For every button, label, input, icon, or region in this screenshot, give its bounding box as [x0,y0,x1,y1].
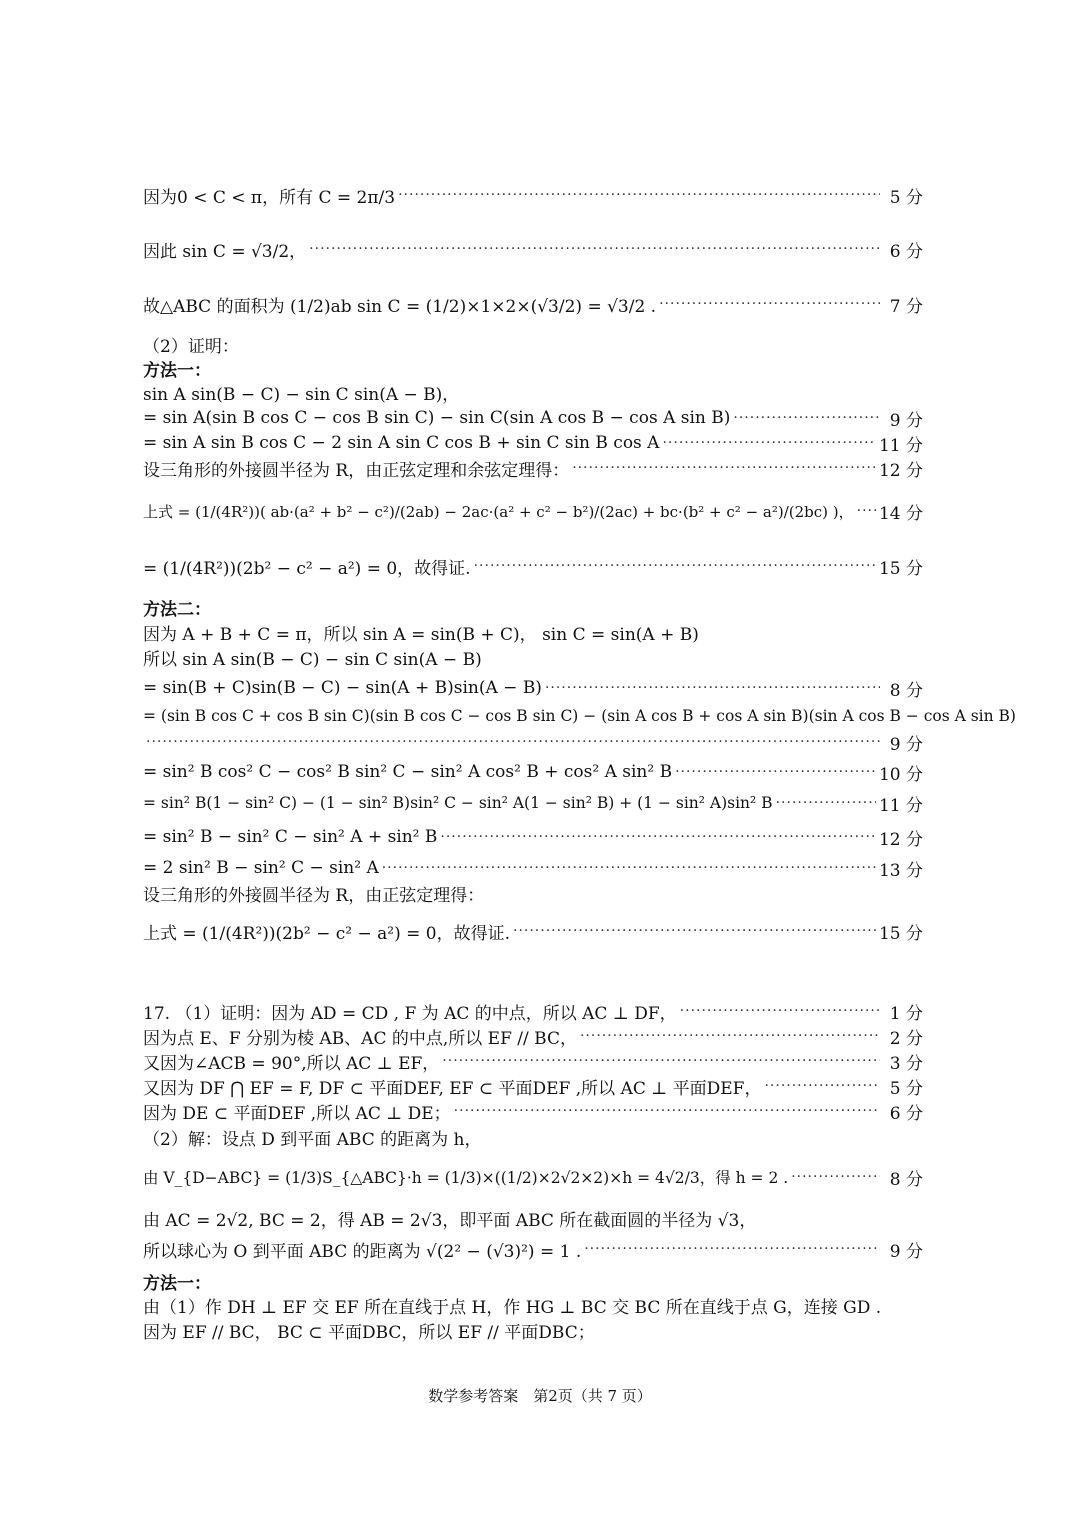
score-label: 12 分 [878,460,923,481]
leader-dots [440,829,876,845]
answer-line [143,170,923,220]
line-text: 所以球心为 O 到平面 ABC 的距离为 √(2² − (√3)²) = 1 . [143,1241,582,1262]
method-heading [143,1268,923,1294]
score-label: 11 分 [878,435,923,456]
answer-line [143,729,923,755]
answer-line [143,1098,923,1124]
line-text: = sin² B(1 − sin² C) − (1 − sin² B)sin² C − sin² A(1 − sin² B) + (1 − sin² A)sin² B [143,794,773,812]
score-label: 6 分 [889,241,923,262]
line-text: 设三角形的外接圆半径为 R，由正弦定理和余弦定理得： [143,460,570,481]
leader-dots [513,923,876,939]
line-text: 设三角形的外接圆半径为 R，由正弦定理得： [143,885,485,906]
answer-line [143,1048,923,1074]
answer-line [143,1073,923,1099]
score-label: 11 分 [878,795,923,816]
score-label: 10 分 [878,764,923,785]
line-text: （2）解：设点 D 到平面 ABC 的距离为 h， [143,1129,482,1150]
method-heading [143,355,923,381]
score-label: 7 分 [889,296,923,317]
answer-line [143,619,923,645]
line-text: = 2 sin² B − sin² C − sin² A [143,858,379,878]
score-label: 15 分 [878,923,923,944]
leader-dots [857,503,876,519]
leader-dots [382,860,876,876]
answer-line [143,790,923,816]
answer-line [143,1152,923,1202]
leader-dots [146,734,880,750]
leader-dots [474,558,876,574]
answer-line [143,1292,943,1318]
answer-line [143,855,923,881]
score-label: 15 分 [878,558,923,579]
line-text: = sin² B − sin² C − sin² A + sin² B [143,827,438,847]
score-label: 3 分 [889,1053,923,1074]
answer-line [143,906,923,956]
leader-dots [791,1169,880,1185]
score-label: 2 分 [889,1028,923,1049]
line-text: 又因为∠ACB = 90°,所以 AC ⊥ EF， [143,1053,440,1074]
line-text: 因此 sin C = √3/2， [143,241,307,262]
line-text: 因为 EF // BC， BC ⊂ 平面DBC，所以 EF // 平面DBC； [143,1322,595,1343]
line-text: 故△ABC 的面积为 (1/2)ab sin C = (1/2)×1×2×(√3/2) = √3/2 . [143,296,657,317]
line-text: 所以 sin A sin(B − C) − sin C sin(A − B) [143,649,482,670]
leader-dots [454,1103,880,1119]
leader-dots [572,460,876,476]
line-text: 上式 = (1/(4R²))( ab·(a² + b² − c²)/(2ab) − 2ac·(a² + c² − b²)/(2ac) + bc·(b² + c² − a²)/(2bc) )， [143,502,854,521]
answer-line [143,224,923,274]
leader-dots [545,680,880,696]
line-text: 由 V_{D−ABC} = (1/3)S_{△ABC}·h = (1/3)×((1/2)×2√2×2)×h = 4√2/3，得 h = 2 . [143,1169,789,1187]
score-label: 9 分 [889,1241,923,1262]
score-label: 9 分 [889,734,923,755]
line-text: = sin A(sin B cos C − cos B sin C) − sin C(sin A cos B − cos A sin B) [143,408,731,428]
line-text: 由（1）作 DH ⊥ EF 交 EF 所在直线于点 H，作 HG ⊥ BC 交 BC 所在直线于点 G，连接 GD . [143,1297,882,1318]
line-text: 因为 A + B + C = π，所以 sin A = sin(B + C)， sin C = sin(A + B) [143,624,699,645]
score-label: 6 分 [889,1103,923,1124]
answer-line [143,1124,923,1150]
leader-dots [309,241,880,257]
leader-dots [675,764,876,780]
score-label: 5 分 [889,1078,923,1099]
answer-line [143,455,923,481]
line-text: sin A sin(B − C) − sin C sin(A − B)， [143,384,460,405]
answer-line [143,331,923,357]
leader-dots [764,1078,880,1094]
leader-dots [776,795,876,811]
line-text: （2）证明： [143,336,239,357]
score-label: 13 分 [878,860,923,881]
leader-dots [442,1053,880,1069]
answer-line [143,1205,943,1231]
answer-line [143,1023,923,1049]
score-label: 8 分 [889,680,923,701]
method-heading [143,594,923,620]
line-text: 因为点 E、F 分别为棱 AB、AC 的中点,所以 EF // BC， [143,1028,577,1049]
score-label: 8 分 [889,1169,923,1190]
line-text: = sin² B cos² C − cos² B sin² C − sin² A cos² B + cos² A sin² B [143,762,673,782]
answer-line [143,998,923,1024]
answer-line [143,486,923,536]
score-label: 5 分 [889,187,923,208]
answer-line [143,405,923,431]
answer-line [143,759,923,785]
score-label: 9 分 [889,410,923,431]
answer-line [143,379,923,405]
line-text: 因为0 < C < π，所有 C = 2π/3 [143,187,396,208]
line-text: 由 AC = 2√2, BC = 2，得 AB = 2√3，即平面 ABC 所在截面圆的半径为 √3， [143,1210,757,1231]
method-title: 方法一： [143,360,211,381]
score-label: 12 分 [878,829,923,850]
line-text: 因为 DE ⊂ 平面DEF ,所以 AC ⊥ DE； [143,1103,451,1124]
line-text: 17. （1）证明：因为 AD = CD , F 为 AC 的中点，所以 AC ⊥ DF， [143,1003,677,1024]
answer-line [143,675,923,701]
answer-line [143,541,923,591]
leader-dots [659,296,880,312]
leader-dots [662,435,875,451]
score-label: 14 分 [878,503,923,524]
line-text: 上式 = (1/(4R²))(2b² − c² − a²) = 0，故得证. [143,923,510,944]
line-text: = (1/(4R²))(2b² − c² − a²) = 0，故得证. [143,558,471,579]
answer-line [143,644,923,670]
answer-line [143,279,923,329]
leader-dots [398,187,880,203]
method-title: 方法一： [143,1273,211,1294]
answer-line [143,1236,923,1262]
line-text: 又因为 DF ⋂ EF = F, DF ⊂ 平面DEF, EF ⊂ 平面DEF ,所以 AC ⊥ 平面DEF， [143,1078,762,1099]
leader-dots [580,1028,880,1044]
answer-line [143,703,1016,729]
leader-dots [680,1003,880,1019]
answer-line [143,430,923,456]
line-text: = sin A sin B cos C − 2 sin A sin C cos B + sin C sin B cos A [143,433,660,453]
score-label: 1 分 [889,1003,923,1024]
leader-dots [733,410,880,426]
line-text: = sin(B + C)sin(B − C) − sin(A + B)sin(A − B) [143,678,542,698]
line-text: = (sin B cos C + cos B sin C)(sin B cos C − cos B sin C) − (sin A cos B + cos A sin B)(sin A cos B − cos A sin B) [143,707,1016,725]
leader-dots [584,1241,880,1257]
answer-line [143,880,923,906]
method-title: 方法二： [143,599,211,620]
answer-line [143,1317,923,1343]
page-footer: 数学参考答案 第2页（共 7 页） [428,1387,652,1405]
answer-line [143,824,923,850]
